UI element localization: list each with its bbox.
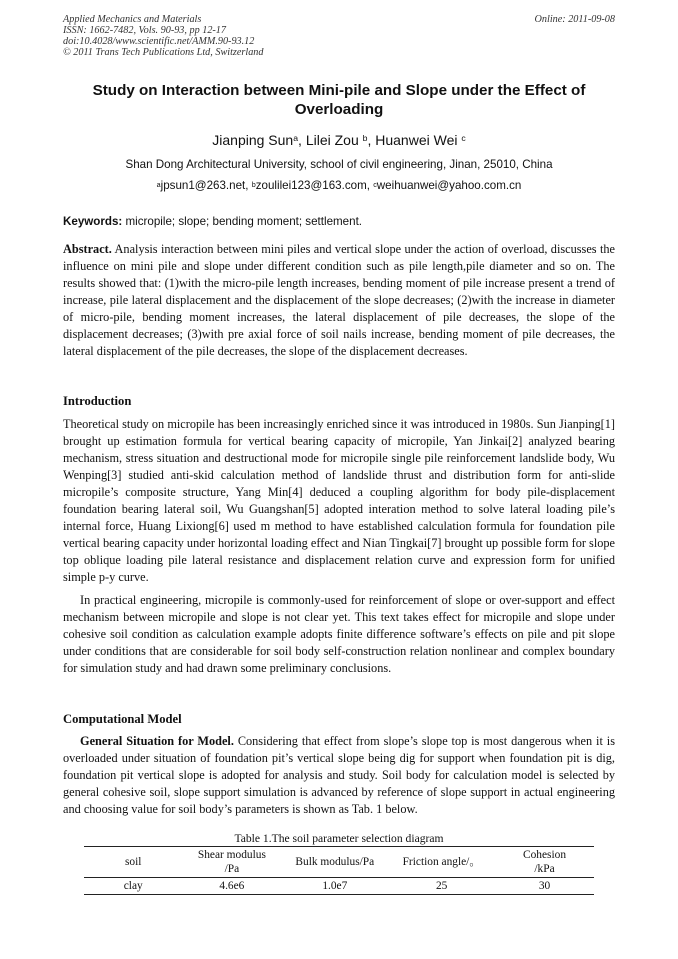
doi-line: doi:10.4028/www.scientific.net/AMM.90-93.12 [63,36,255,47]
table-cell: 4.6e6 [182,878,281,895]
keywords [63,214,615,229]
author-list: Jianping Sun$^a$, Lilei Zou $^b$, Huanwei Wei $^c$ [212,132,466,148]
header-bulk-modulus: Bulk modulus/Pa [281,847,388,878]
table-cell: 1.0e7 [281,878,388,895]
keywords-text: micropile; slope; bending moment; settlement. [125,215,363,228]
model-paragraph [63,733,615,818]
online-date: Online: 2011-09-08 [534,14,615,25]
issn-line: ISSN: 1662-7482, Vols. 90-93, pp 12-17 [63,25,226,36]
email-marker: b [251,179,256,189]
email-marker: c [373,179,377,189]
table-caption: Table 1.The soil parameter selection diagram [234,832,444,845]
table-cell: 25 [388,878,495,895]
email-address: zoulilei123@163.com [255,179,367,192]
soil-parameter-table [84,846,594,895]
introduction-paragraph-2: In practical engineering, micropile is commonly-used for reinforcement of slope or over-support and effect mechanism between micropile and slope is not clear yet. This text takes effect for micropile and slope under cohesive soil condition as calculation example adopts finite difference software’s effects on pile and pit slope under conditions that are considerable for soil body self-construction relation nonlinear and complex boundary for simulation study and had drawn some preliminary conclusions. [63,593,615,676]
email-marker: a [156,179,161,189]
table-row [84,878,594,895]
author-name: Lilei Zou [305,132,359,148]
affiliation: Shan Dong Architectural University, school of civil engineering, Jinan, 25010, China [125,158,553,171]
introduction-paragraph-1: Theoretical study on micropile has been increasingly enriched since it was introduced in 1980s. Sun Jianping[1] brought up estimation formula for vertical bearing capacity of micropile, Yan Jinkai[2] analyzed bearing mechanism, stress situation and destructional mode for micropile single pile reinforcement landslide body, Wu Wenping[3] studied anti-skid calculation method of landslide thrust and distribution form for anti-slide micropile’s composite structure, Yang Min[4] deduced a coupling algorithm for body pile-displacement foundation bearing lateral soil, Wu Guangshan[5] adopted interation method to solve lateral loading pile’s internal force, Huang Lixiong[6] used m method to have established calculation formula for foundation pile vertical bearing capacity under horizontal loading effect and Nian Tingkai[7] brought up possible form for slope top oblique loading pile lateral resistance and displacement relation curve and expression form for unified simple p-y curve. [63,417,615,585]
table-header-row [84,847,594,878]
table-cell: clay [84,878,182,895]
email-address: weihuanwei@yahoo.com.cn [376,179,522,192]
abstract-label: Abstract. [63,242,112,256]
author-name: Jianping Sun [212,132,294,148]
author-marker: b [362,133,368,144]
paper-title: Study on Interaction between Mini-pile and Slope under the Effect of Overloading [92,82,586,118]
header-cohesion: Cohesion /kPa [495,847,594,878]
author-marker: a [293,133,299,144]
email-address: jpsun1@263.net [160,179,246,192]
abstract [63,241,615,360]
author-name: Huanwei Wei [375,132,458,148]
keywords-label: Keywords: [63,215,123,228]
computational-model-heading: Computational Model [63,712,182,726]
journal-header [63,14,615,58]
model-text: Considering that effect from slope’s slope top is most dangerous when it is overloaded under situation of foundation pit’s vertical slope being dig for support when foundation pit is dig, foundation pit vertical slope is adopted for analysis and study. Soil body for calculation model is selected by general cohesive soil, slope support simulation is advanced by reference of slope support in actual engineering and choosing value for soil body’s parameters is shown as Tab. 1 below. [63,734,615,817]
copyright-line: © 2011 Trans Tech Publications Ltd, Switzerland [63,47,264,58]
model-lead: General Situation for Model. [80,734,234,748]
header-soil: soil [84,847,182,878]
abstract-text: Analysis interaction between mini piles and vertical slope under the action of overload, discusses the influence on mini pile and slope under different condition such as pile length,pile diameter and so on. The results showed that: (1)with the micro-pile length increases, bending moment of pile increase present a trend of increase, pile lateral displacement and the displacement of the slope decreases; (2)with the increase in diameter of micro-pile, bending moment increases, the lateral displacement of pile decreases, the slope of the displacement decreases; (3)with pre axial force of soil nails increase, bending moment of pile decreases, the lateral displacement of the pile decreases, the slope of the displacement decreases. [63,242,615,359]
journal-name: Applied Mechanics and Materials [63,14,202,25]
header-friction-angle: Friction angle/。 [388,847,495,878]
introduction-heading: Introduction [63,394,132,408]
header-shear-modulus: Shear modulus /Pa [182,847,281,878]
email-list: $^a$jpsun1@263.net, $^b$zoulilei123@163.com, $^c$weihuanwei@yahoo.com.cn [156,179,522,192]
table-cell: 30 [495,878,594,895]
author-marker: c [461,133,466,144]
